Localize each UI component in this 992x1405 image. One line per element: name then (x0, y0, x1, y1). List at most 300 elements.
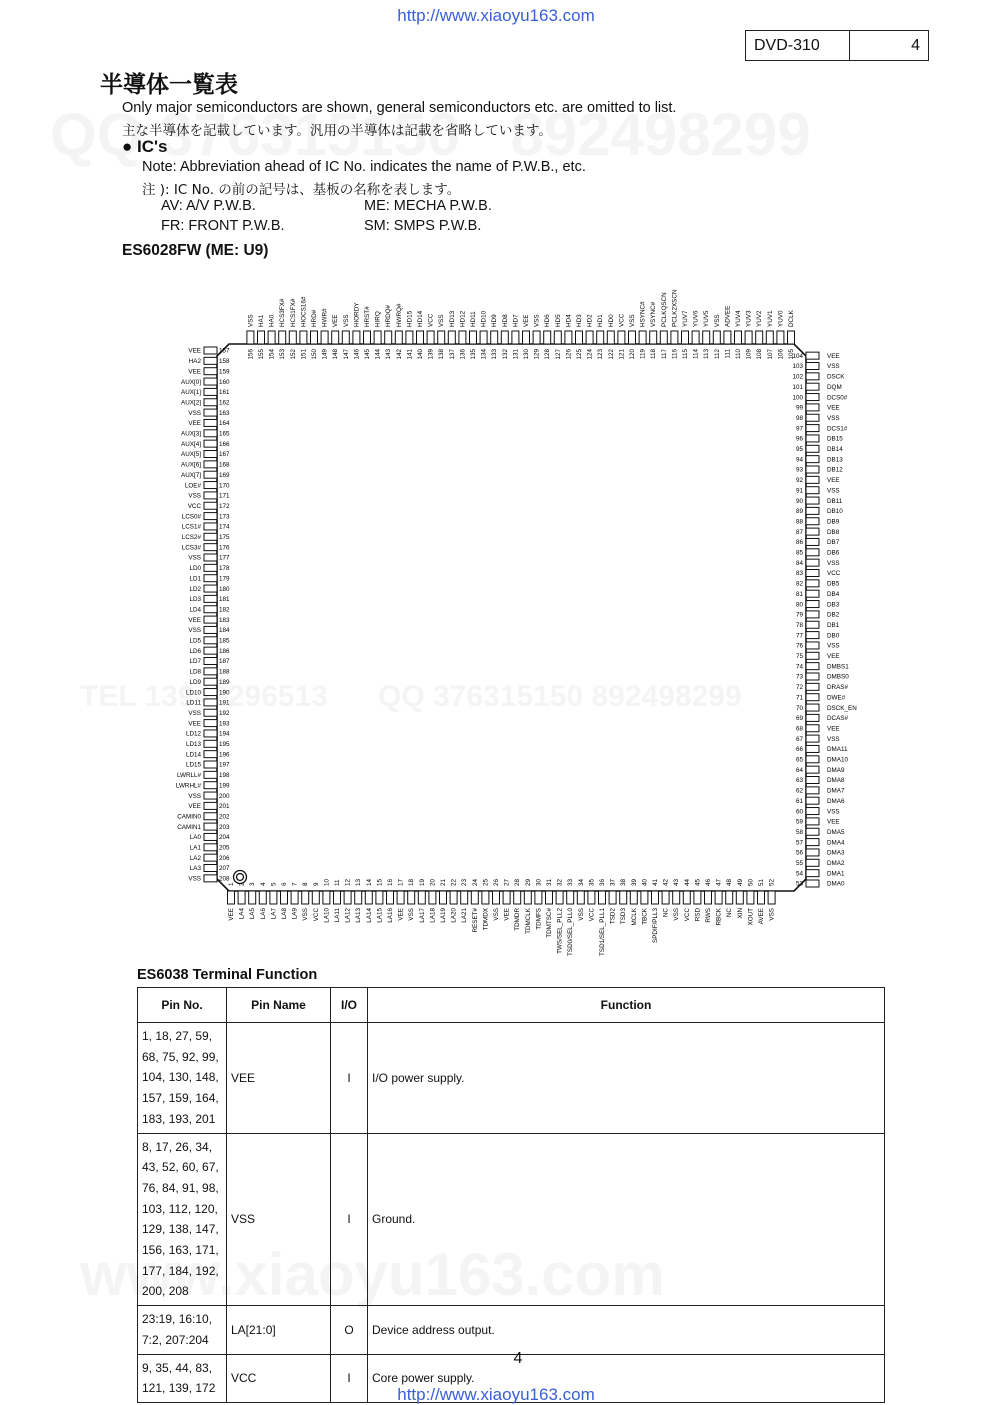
pin-number: 25 (482, 878, 490, 886)
pin-lead (238, 891, 245, 904)
pin-lead (204, 347, 217, 354)
pin-number: 87 (795, 528, 803, 536)
pin-label: DB1 (827, 621, 840, 629)
pin-label: HRDQ# (385, 304, 393, 327)
pin-label: VCC (312, 908, 320, 922)
pin-lead (703, 331, 710, 344)
pin-label: TDMCLK (524, 908, 532, 934)
pin-number: 155 (258, 349, 265, 360)
pin-number: 111 (724, 349, 732, 359)
pin-lead (641, 891, 648, 904)
pin-lead (204, 637, 217, 644)
pin-number: 31 (546, 878, 553, 886)
pin-number: 195 (219, 741, 230, 748)
pin-lead (408, 891, 415, 904)
pin-number: 181 (219, 596, 230, 604)
pin-lead (546, 891, 553, 904)
pin-number: 41 (652, 878, 659, 886)
pin-label: HD12 (459, 310, 467, 327)
pin-number: 92 (795, 477, 803, 485)
pin-lead (204, 471, 217, 478)
pin-label: VEE (827, 404, 840, 412)
pin-label: LA20 (450, 908, 458, 923)
pin-label: VSS (827, 414, 840, 422)
pin-label: VSS (188, 554, 201, 562)
pin-lead (204, 802, 217, 809)
pin-label: VCC (588, 908, 596, 922)
pin-label: HD15 (406, 310, 414, 327)
pin-number: 116 (671, 349, 679, 360)
pin-number: 166 (219, 440, 230, 448)
pin-number: 32 (556, 878, 564, 886)
pin-number: 163 (219, 409, 230, 417)
pin-number: 49 (736, 878, 744, 886)
pin-number: 43 (673, 878, 681, 886)
pin-label: LD12 (185, 730, 201, 738)
pin-lead (204, 595, 217, 602)
pin-label: DB11 (827, 497, 843, 505)
pin-lead (630, 891, 637, 904)
pin-label: VEE (827, 653, 840, 660)
pin-lead (440, 891, 447, 904)
pin-lead (204, 616, 217, 623)
pin-number: 15 (376, 878, 384, 886)
pin-lead (429, 891, 436, 904)
pin-lead (768, 891, 775, 904)
pin-number: 160 (219, 378, 230, 386)
pin-lead (204, 730, 217, 737)
pin-number: 65 (795, 756, 803, 764)
pin-number: 36 (599, 878, 606, 886)
pin-label: LA15 (376, 908, 384, 923)
note-japanese: 注 ): IC No. の前の記号は、基板の名称を表します。 (142, 182, 461, 198)
pin-number: 18 (408, 878, 416, 886)
pin-number: 185 (219, 637, 230, 645)
pin-label: VSS (188, 875, 201, 883)
pin-lead (365, 891, 372, 904)
pin-label: LCS3# (181, 544, 201, 552)
pin-number: 158 (219, 358, 230, 366)
abbrev-me: ME: MECHA P.W.B. (364, 198, 492, 214)
pin-label: VSS (577, 908, 585, 921)
pin-number: 169 (219, 471, 230, 479)
pin-label: DMA7 (827, 787, 845, 795)
pin-name: VSS (227, 1133, 331, 1306)
pin-lead (586, 331, 593, 344)
pin-lead (694, 891, 701, 904)
pin-number: 30 (535, 878, 543, 886)
pin-lead (756, 331, 763, 344)
pin-lead (332, 331, 339, 344)
pin-label: TBCK (641, 908, 649, 925)
pin-label: VSS (827, 363, 840, 371)
pin-lead (204, 419, 217, 426)
pin-number: 44 (683, 878, 691, 886)
pin-number: 200 (219, 792, 230, 800)
pin-lead (806, 373, 819, 380)
pin-label: HSYNC# (639, 301, 647, 327)
pin-number: 89 (795, 508, 803, 516)
pin-lead (745, 331, 752, 344)
pin-lead (204, 513, 217, 520)
pin-lead (204, 523, 217, 530)
pin-label: VSS (247, 314, 255, 327)
pin-label: DMBS0 (827, 673, 849, 681)
pin-number: 48 (726, 878, 734, 886)
pin-label: HIORDY (353, 302, 361, 327)
pin-number: 136 (459, 349, 467, 360)
pin-numbers: 23:19, 16:10, 7:2, 207:204 (138, 1306, 227, 1354)
pin-number: 99 (795, 404, 803, 412)
pin-label: DWE# (827, 694, 846, 702)
pin-label: TDMFS (535, 908, 543, 930)
pin-label: TDMDR (514, 908, 522, 931)
pin-number: 42 (662, 878, 670, 886)
pin-lead (501, 331, 508, 344)
pin-lead (397, 891, 404, 904)
pin-number: 204 (219, 834, 230, 842)
pin-number: 161 (219, 389, 230, 397)
pin-number: 130 (523, 349, 530, 360)
pin-label: AUX[6] (181, 461, 201, 469)
pin-label: LD9 (189, 678, 201, 686)
pin-lead (355, 891, 362, 904)
pin-number: 125 (576, 349, 583, 360)
pin-label: VEE (188, 347, 201, 355)
pin-number: 80 (795, 601, 803, 609)
pin-label: HRD# (311, 309, 318, 327)
pin-label: VEE (523, 314, 530, 327)
pin-label: TSD3 (620, 908, 628, 925)
pin-number: 83 (795, 570, 803, 578)
pin-lead (259, 891, 266, 904)
pin-label: HCS1FX# (289, 298, 297, 327)
pin-lead (438, 331, 445, 344)
watermark-url-bottom[interactable]: http://www.xiaoyu163.com (397, 1385, 595, 1404)
pin-label: VSYNC# (650, 301, 658, 327)
pin-lead (806, 766, 819, 773)
pin-number: 192 (219, 709, 230, 717)
pin-number: 19 (418, 878, 426, 886)
pin-number: 96 (795, 435, 803, 443)
pin-lead (806, 538, 819, 545)
pin-label: DCLK (788, 310, 795, 327)
pin-lead (406, 331, 413, 344)
pin-number: 55 (795, 860, 803, 867)
ics-heading: ● IC's (122, 137, 168, 156)
abbrev-av: AV: A/V P.W.B. (161, 198, 256, 214)
pin-lead (342, 331, 349, 344)
pin-number: 140 (417, 349, 424, 360)
pin-lead (204, 751, 217, 758)
pin-lead (204, 720, 217, 727)
pin-label: VSS (827, 487, 840, 495)
pin-label: VSS (629, 314, 636, 327)
pin-lead (459, 331, 466, 344)
pin-name: LA[21:0] (227, 1306, 331, 1354)
pin-lead (204, 378, 217, 385)
pin-lead (204, 844, 217, 851)
table-row (138, 1306, 885, 1354)
pin-label: LD4 (189, 606, 201, 614)
pin-label: LA11 (334, 908, 341, 923)
pin-label: DSCK_EN (827, 704, 857, 712)
pin-lead (302, 891, 309, 904)
pin-label: LCS0# (181, 513, 201, 521)
pin-label: HA2 (188, 358, 201, 366)
pin-number: 150 (311, 349, 318, 360)
pin-number: 153 (279, 349, 287, 360)
pin-number: 7 (291, 882, 299, 886)
pin-number: 33 (567, 878, 575, 886)
pin-lead (806, 880, 819, 887)
pin-io: I (331, 1133, 368, 1306)
pin-label: HD5 (554, 314, 562, 327)
pin-lead (806, 425, 819, 432)
pin-label: HD0 (607, 314, 615, 327)
pin-number: 176 (219, 544, 230, 552)
pin-number: 164 (219, 420, 230, 428)
pin-number: 1 (228, 882, 235, 886)
pin-number: 157 (219, 347, 230, 355)
pin-label: VEE (188, 616, 201, 624)
pin-numbers: 8, 17, 26, 34, 43, 52, 60, 67, 76, 84, 91, 98, 103, 112, 120, 129, 138, 147, 156, 163, 171, 177, 184, 192, 200, 208 (138, 1133, 227, 1306)
pin-label: VSS (493, 908, 500, 921)
pin-label: PCLK2XSCN (671, 289, 679, 327)
pin-label: VCC (827, 570, 841, 578)
pin-number: 35 (588, 878, 596, 886)
ic-package-body (217, 344, 806, 891)
pin-label: VSS (827, 559, 840, 567)
pin-label: LA5 (249, 908, 257, 920)
pin-label: YUV2 (756, 310, 764, 327)
table-header-row (138, 988, 885, 1023)
pin-label: LCS1# (181, 523, 201, 531)
pin-number: 134 (480, 349, 488, 360)
pin-lead (609, 891, 616, 904)
pin-label: AUX[1] (181, 389, 201, 397)
col-function: Function (368, 988, 885, 1023)
pin-number: 74 (795, 663, 803, 671)
pin-number: 180 (219, 585, 230, 593)
pin-number: 108 (756, 349, 764, 360)
pin-number: 146 (353, 349, 361, 360)
pin-label: LA2 (189, 854, 201, 862)
pin-number: 179 (219, 575, 230, 583)
pin-lead (806, 735, 819, 742)
pin-label: VSS (713, 314, 721, 327)
pin-function: Core power supply. (368, 1354, 885, 1402)
pin-label: VEE (228, 908, 235, 921)
pin-number: 13 (355, 878, 363, 886)
pin-number: 90 (795, 497, 803, 505)
pin-lead (806, 466, 819, 473)
pin-lead (204, 865, 217, 872)
pin-label: LD0 (189, 565, 201, 573)
pin-number: 162 (219, 399, 230, 407)
pin-lead (334, 891, 341, 904)
pin-label: LCS2# (181, 534, 201, 541)
pin-lead (806, 383, 819, 390)
pin-number: 6 (281, 882, 288, 886)
pin-number: 54 (795, 870, 803, 878)
pin-number: 159 (219, 368, 230, 376)
pin-lead (374, 331, 381, 344)
pin-label: LA13 (355, 908, 363, 923)
pin-label: LD3 (189, 596, 201, 604)
pin-label: AUX[7] (181, 471, 201, 479)
pin-number: 114 (692, 349, 700, 360)
pin-number: 37 (609, 878, 617, 886)
pin-label: LA0 (189, 834, 201, 842)
pin-lead (491, 331, 498, 344)
pin-number: 197 (219, 761, 230, 769)
pin-number: 8 (302, 882, 310, 886)
pin-number: 194 (219, 730, 230, 738)
pin-number: 75 (795, 653, 803, 660)
pin-label: DMA5 (827, 828, 845, 836)
pin-lead (806, 859, 819, 866)
pin-label: YUV5 (703, 310, 711, 327)
pin-number: 121 (618, 349, 626, 360)
pin-label: LD7 (189, 658, 201, 666)
pin-label: HD4 (565, 314, 573, 327)
pin-number: 131 (512, 349, 520, 360)
pin-lead (204, 606, 217, 613)
pin-lead (777, 331, 784, 344)
pin-lead (806, 549, 819, 556)
pin-io: I (331, 1354, 368, 1402)
pin-numbers: 9, 35, 44, 83, 121, 139, 172 (138, 1354, 227, 1402)
pin-label: LA19 (440, 908, 447, 923)
pin-lead (448, 331, 455, 344)
pin-label: HD10 (480, 310, 488, 327)
pin-number: 97 (795, 425, 803, 433)
pin-label: LWRLL# (176, 772, 201, 780)
pin-lead (806, 404, 819, 411)
pin-label: VSS (188, 792, 201, 800)
pin-number: 201 (219, 803, 230, 811)
pin-number: 62 (795, 787, 803, 795)
pin-lead (607, 331, 614, 344)
pin-lead (544, 331, 551, 344)
page-title: 半導体一覧表 (100, 72, 238, 98)
pin-number: 73 (795, 673, 803, 681)
pin-lead (735, 331, 742, 344)
pin-lead (806, 849, 819, 856)
pin-lead (204, 689, 217, 696)
pin-lead (204, 647, 217, 654)
pin-label: YUV7 (682, 310, 689, 327)
header-page-number: 4 (911, 37, 920, 54)
pin-lead (806, 414, 819, 421)
pin-number: 2 (238, 882, 246, 886)
pin-number: 112 (713, 349, 721, 360)
pin-label: LA14 (365, 908, 373, 923)
abbrev-fr: FR: FRONT P.W.B. (161, 218, 285, 234)
pin-number: 9 (312, 882, 320, 886)
pin-lead (682, 331, 689, 344)
pin-function: Device address output. (368, 1306, 885, 1354)
pin-number: 118 (650, 349, 658, 360)
pin-lead (289, 331, 296, 344)
pin-number: 207 (219, 865, 230, 873)
pin-lead (806, 808, 819, 815)
pin-lead (806, 363, 819, 370)
pin-lead (204, 451, 217, 458)
pin-lead (204, 388, 217, 395)
pin-lead (204, 575, 217, 582)
pin-lead (204, 792, 217, 799)
pin-lead (323, 891, 330, 904)
pin-label: VEE (397, 908, 405, 921)
pin-label: LA16 (387, 908, 394, 923)
pin-lead (806, 828, 819, 835)
pin-number: 79 (795, 611, 803, 619)
pin-label: PCLKQSCN (660, 292, 668, 327)
pin-lead (806, 683, 819, 690)
pin-label: HD2 (586, 314, 594, 327)
pin-label: NC (726, 908, 734, 918)
pin-lead (312, 891, 319, 904)
pin-number: 109 (745, 349, 753, 360)
pin-lead (806, 580, 819, 587)
pin-lead (204, 823, 217, 830)
pin-number: 98 (795, 414, 803, 422)
pin-lead (204, 409, 217, 416)
pin-lead (806, 777, 819, 784)
pin-lead (652, 891, 659, 904)
pin-io: I (331, 1023, 368, 1134)
pin-lead (279, 331, 286, 344)
pin-number: 34 (577, 878, 585, 886)
pin-lead (576, 331, 583, 344)
pin-number: 105 (788, 349, 795, 360)
pin-number: 26 (493, 878, 500, 886)
pin-label: VEE (827, 477, 840, 485)
pin-number: 84 (795, 559, 803, 567)
pin-lead (806, 663, 819, 670)
pin-lead (281, 891, 288, 904)
pin-number: 91 (795, 487, 803, 495)
pin-lead (311, 331, 318, 344)
pin-number: 69 (795, 715, 803, 723)
pin-number: 142 (395, 349, 403, 360)
pin-label: MCLK (630, 908, 638, 926)
pin-lead (806, 528, 819, 535)
pin-lead (683, 891, 690, 904)
pin-label: LA18 (429, 908, 437, 923)
pin-number: 40 (641, 878, 649, 886)
watermark-url-top[interactable]: http://www.xiaoyu163.com (397, 6, 595, 25)
pin-label: CAMIN0 (177, 813, 201, 821)
pin-lead (417, 331, 424, 344)
pin-lead (204, 813, 217, 820)
pin-label: XOUT (747, 908, 755, 926)
pin-label: VEE (332, 314, 340, 327)
pin-label: LD6 (189, 647, 201, 655)
pin-label: VSS (768, 908, 776, 921)
pin-lead (204, 492, 217, 499)
pin-lead (806, 476, 819, 483)
pin-number: 138 (438, 349, 446, 360)
pin-lead (806, 642, 819, 649)
pin-number: 115 (682, 349, 689, 360)
pin-label: DCAS# (827, 715, 848, 723)
pin-number: 53 (795, 880, 803, 888)
pin-number: 191 (219, 699, 230, 707)
pin-lead (673, 891, 680, 904)
